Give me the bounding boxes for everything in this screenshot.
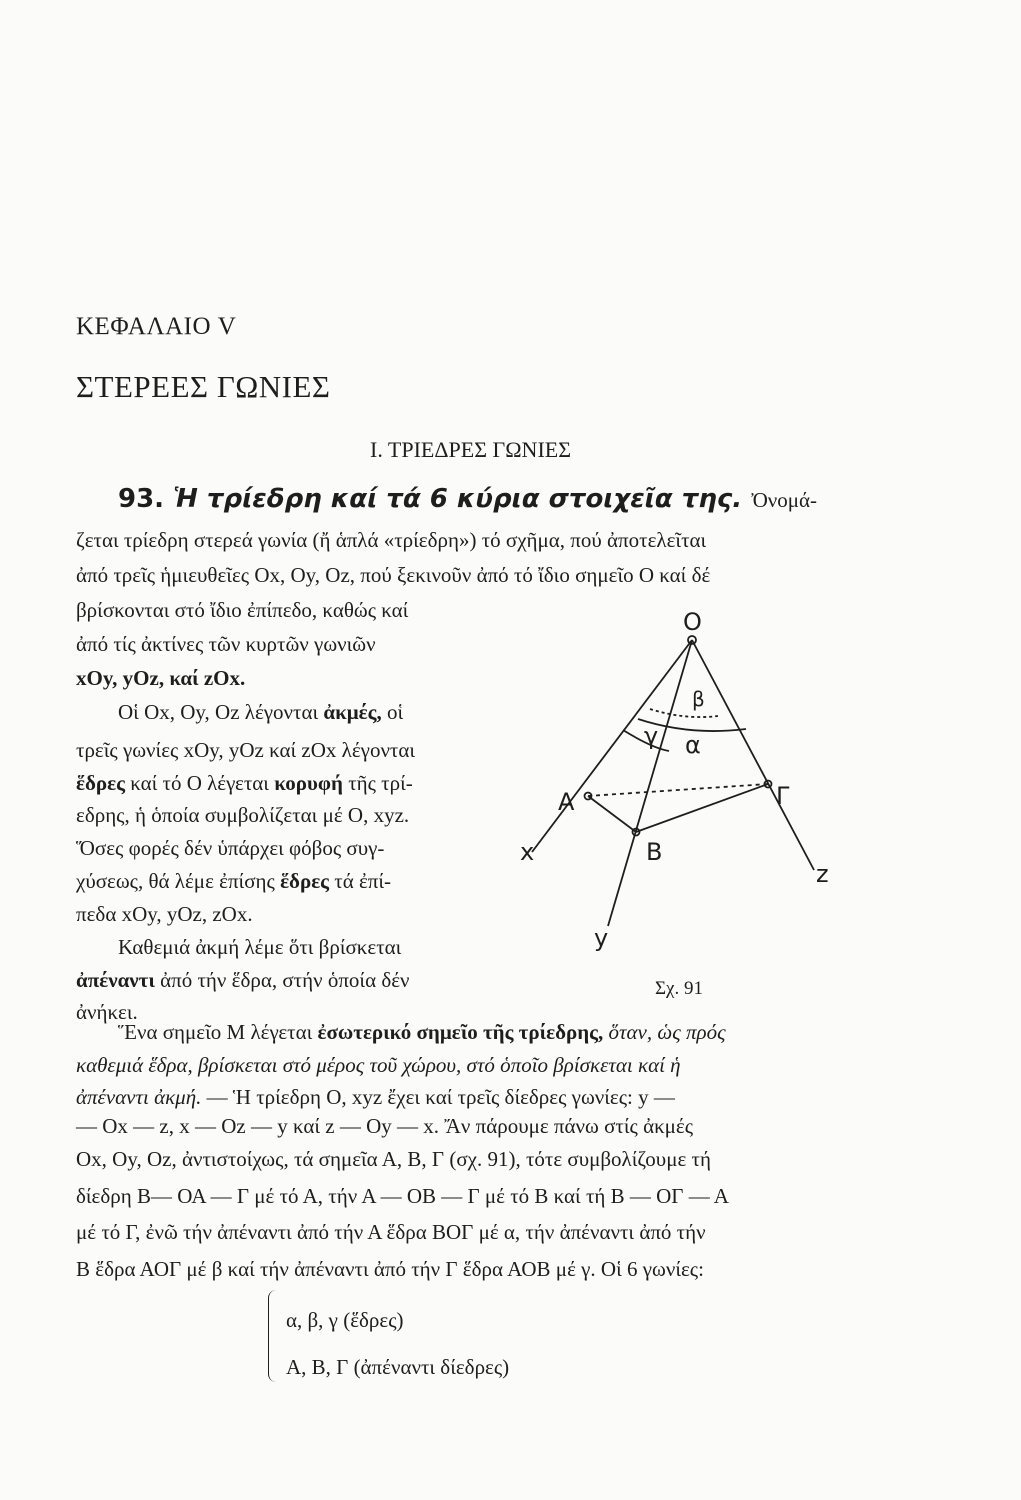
edge-oy xyxy=(608,640,692,926)
para-number: 93. xyxy=(118,484,165,514)
body-line-6: δίεδρη Β— ΟΑ — Γ μέ τό Α, τήν Α — ΟΒ — Γ μέ τό Β καί τή Β — ΟΓ — Α xyxy=(76,1184,729,1208)
arc-beta xyxy=(650,709,718,717)
text-a3b: καί τό Ο λέγεται xyxy=(130,771,269,795)
text-c1c: ὅταν, ὡς πρός xyxy=(608,1020,726,1044)
term-edres-2: ἕδρες xyxy=(280,869,330,893)
text-c3b: — Ἡ τρίεδρη Ο, xyz ἔχει καί τρεῖς δίεδρες γωνίες: y — xyxy=(206,1085,675,1109)
left-line-1 xyxy=(118,702,403,723)
para-93-line-1 xyxy=(118,484,818,514)
system-row-2: Α, Β, Γ (ἀπέναντι δίεδρες) xyxy=(286,1355,510,1379)
left-line-9 xyxy=(76,970,410,991)
term-interior-point: ἐσωτερικό σημεῖο τῆς τρίεδρης, xyxy=(317,1020,604,1044)
left-brace xyxy=(268,1290,281,1382)
para-heading: Ἡ τρίεδρη καί τά 6 κύρια στοιχεῖα της. xyxy=(173,484,743,514)
text-a3d: τῆς τρί- xyxy=(348,771,413,795)
chapter-label: ΚΕΦΑΛΑΙΟ V xyxy=(76,313,237,340)
text-a1c: οἱ xyxy=(387,700,404,724)
figure-91 xyxy=(520,608,840,958)
left-line-3 xyxy=(76,773,413,794)
left-line-5: Ὅσες φορές δέν ὑπάρχει φόβος συγ- xyxy=(76,836,385,860)
para-93-line-2: ζεται τρίεδρη στερεά γωνία (ἤ ἁπλά «τρίεδρη») τό σχῆμα, πού ἀποτελεῖται xyxy=(76,528,707,552)
label-gamma: γ xyxy=(644,722,659,750)
label-beta: β xyxy=(692,687,705,711)
edge-oz xyxy=(692,640,814,870)
left-line-7: πεδα xOy, yOz, zOx. xyxy=(76,902,253,926)
label-y: y xyxy=(594,924,609,952)
term-apenanti: ἀπέναντι xyxy=(76,968,155,992)
para-93-line-4: βρίσκονται στό ἴδιο ἐπίπεδο, καθώς καί xyxy=(76,598,409,622)
body-line-4: — Οx — z, x — Οz — y καί z — Οy — x. Ἄν πάρουμε πάνω στίς ἀκμές xyxy=(76,1114,694,1138)
text-c3a: ἀπέναντι ἀκμή. xyxy=(76,1085,202,1109)
para-93-l1-tail: Ὀνομά- xyxy=(751,488,818,512)
label-g: Γ xyxy=(776,782,790,810)
figure-caption: Σχ. 91 xyxy=(655,978,703,999)
body-line-8: Β ἕδρα ΑΟΓ μέ β καί τήν ἀπέναντι ἀπό τήν Γ ἕδρα ΑΟΒ μέ γ. Οἱ 6 γωνίες: xyxy=(76,1257,704,1281)
text-a6c: τά ἐπί- xyxy=(334,869,392,893)
left-line-10: ἀνήκει. xyxy=(76,1000,138,1024)
body-line-5: Οx, Οy, Οz, ἀντιστοίχως, τά σημεῖα Α, Β, Γ (σχ. 91), τότε συμβολίζουμε τή xyxy=(76,1147,711,1171)
trihedral-diagram xyxy=(520,608,840,958)
text-a6a: χύσεως, θά λέμε ἐπίσης xyxy=(76,869,275,893)
term-edres: ἕδρες xyxy=(76,771,125,795)
left-line-6 xyxy=(76,871,391,892)
body-line-3 xyxy=(76,1087,675,1108)
term-akmes: ἀκμές, xyxy=(323,700,382,724)
body-line-7: μέ τό Γ, ἐνῶ τήν ἀπέναντι ἀπό τήν Α ἕδρα ΒΟΓ μέ α, τήν ἀπέναντι ἀπό τήν xyxy=(76,1220,706,1244)
left-line-8: Καθεμιά ἀκμή λέμε ὅτι βρίσκεται xyxy=(118,935,402,959)
chord-ab xyxy=(588,796,636,832)
label-z: z xyxy=(816,860,829,888)
label-o: O xyxy=(683,608,702,636)
section-title: Ι. ΤΡΙΕΔΡΕΣ ΓΩΝΙΕΣ xyxy=(370,437,572,462)
body-line-1 xyxy=(118,1022,726,1043)
label-a: A xyxy=(558,788,575,816)
para-93-line-5: ἀπό τίς ἀκτίνες τῶν κυρτῶν γωνιῶν xyxy=(76,632,376,656)
label-b: B xyxy=(646,838,663,866)
left-line-4: εδρης, ἡ ὁποία συμβολίζεται μέ Ο, xyz. xyxy=(76,803,410,827)
label-x: x xyxy=(520,838,535,866)
text-c1a: Ἕνα σημεῖο Μ λέγεται xyxy=(118,1020,313,1044)
system-row-1: α, β, γ (ἕδρες) xyxy=(286,1308,404,1332)
term-koryfi: κορυφή xyxy=(274,771,343,795)
text-a1: Οἱ Οx, Οy, Οz λέγονται xyxy=(118,700,319,724)
para-93-line-3: ἀπό τρεῖς ἡμιευθεῖες Οx, Οy, Οz, πού ξεκινοῦν ἀπό τό ἴδιο σημεῖο Ο καί δέ xyxy=(76,563,711,587)
body-line-2: καθεμιά ἕδρα, βρίσκεται στό μέρος τοῦ χώρου, στό ὁποῖο βρίσκεται καί ἡ xyxy=(76,1053,681,1077)
text-b2b: ἀπό τήν ἕδρα, στήν ὁποία δέν xyxy=(160,968,410,992)
label-alpha: α xyxy=(685,731,701,759)
left-line-2: τρεῖς γωνίες xOy, yOz καί zOx λέγονται xyxy=(76,738,416,762)
para-93-line-6: xOy, yOz, καί zOx. xyxy=(76,666,246,690)
chapter-title: ΣΤΕΡΕΕΣ ΓΩΝΙΕΣ xyxy=(76,369,331,404)
